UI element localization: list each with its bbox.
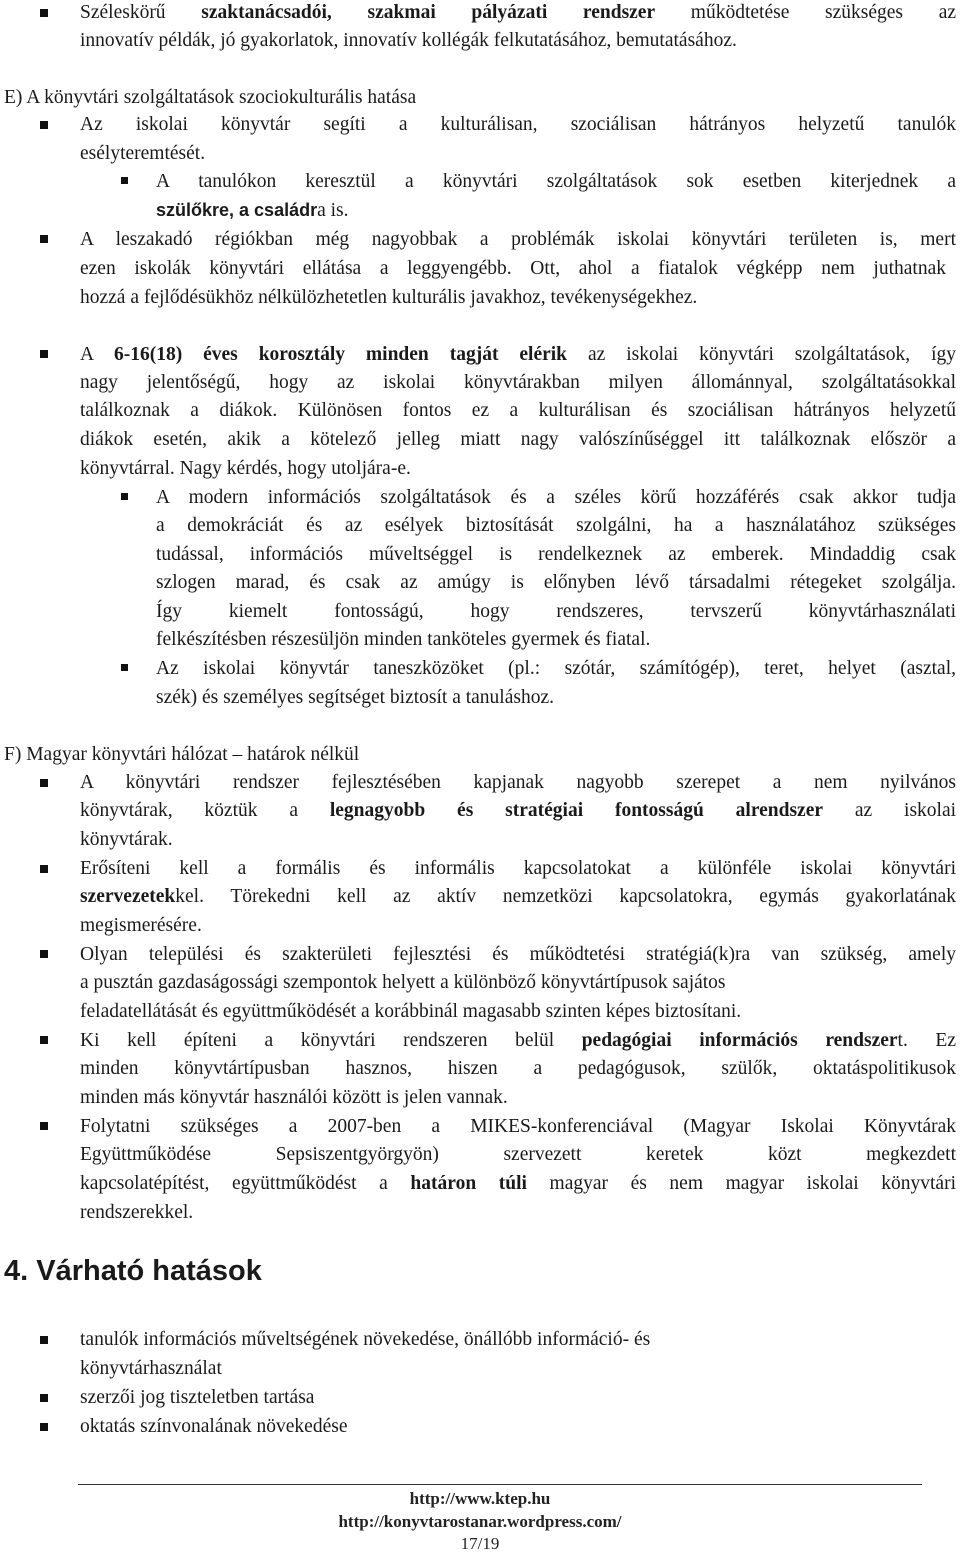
paragraph-line: nagy jelentőségű, hogy az iskolai könyvtárakban milyen állománnyal, szolgáltatásokkal bbox=[80, 372, 956, 393]
paragraph-line: diákok esetén, akik a kötelező jelleg miatt nagy valószínűséggel itt találkoznak először a bbox=[80, 429, 956, 450]
paragraph-line: innovatív példák, jó gyakorlatok, innovatív kollégák felkutatásához, bemutatásához. bbox=[80, 30, 737, 51]
paragraph-line: könyvtárral. Nagy kérdés, hogy utoljára-e. bbox=[80, 458, 411, 479]
paragraph-line: Széleskörű szaktanácsadói, szakmai pályázati rendszer működtetése szükséges az bbox=[80, 2, 957, 23]
bullet-icon bbox=[121, 493, 128, 500]
section-heading: 4. Várható hatások bbox=[4, 1255, 262, 1287]
paragraph-line: Folytatni szükséges a 2007-ben a MIKES-konferenciával (Magyar Iskolai Könyvtárak bbox=[80, 1116, 956, 1137]
bullet-icon bbox=[40, 1336, 48, 1344]
paragraph-line: hozzá a fejlődésükhöz nélkülözhetetlen kulturális javakhoz, tevékenységekhez. bbox=[80, 287, 698, 308]
paragraph-line: feladatellátását és együttműködését a korábbinál magasabb szinten képes biztosítani. bbox=[80, 1001, 742, 1022]
bullet-icon bbox=[121, 664, 128, 671]
bullet-icon bbox=[40, 350, 48, 358]
bullet-icon bbox=[40, 1122, 48, 1130]
paragraph-line: Együttműködése Sepsiszentgyörgyön) szervezett keretek közt megkezdett bbox=[80, 1144, 956, 1165]
footer-divider bbox=[78, 1484, 922, 1485]
bullet-icon bbox=[40, 9, 48, 17]
paragraph-line: tudással, információs műveltséggel is rendelkeznek az emberek. Mindaddig csak bbox=[156, 544, 956, 565]
paragraph-line: minden könyvtártípusban hasznos, hiszen a pedagógusok, szülők, oktatáspolitikusok bbox=[80, 1058, 956, 1079]
paragraph-line: Olyan települési és szakterületi fejlesztési és működtetési stratégiá(k)ra van szükség, amely bbox=[80, 944, 956, 965]
bullet-icon bbox=[40, 779, 48, 787]
paragraph-line: szlogen marad, és csak az amúgy is előnyben lévő társadalmi rétegeket szolgálja. bbox=[156, 572, 956, 593]
bullet-icon bbox=[40, 1036, 48, 1044]
footer-link[interactable]: http://konyvtarostanar.wordpress.com/ bbox=[338, 1512, 622, 1531]
list-item: könyvtárhasználat bbox=[80, 1358, 222, 1379]
paragraph-line: szervezetekkel. Törekedni kell az aktív nemzetközi kapcsolatokra, egymás gyakorlatának bbox=[80, 886, 956, 907]
paragraph-line: Az iskolai könyvtár segíti a kulturálisan, szociálisan hátrányos helyzetű tanulók bbox=[80, 114, 956, 135]
bullet-icon bbox=[40, 865, 48, 873]
section-f-title: F) Magyar könyvtári hálózat – határok nélkül bbox=[4, 744, 360, 765]
paragraph-line: felkészítésben részesüljön minden tanköteles gyermek és fiatal. bbox=[156, 629, 651, 650]
paragraph-line: A tanulókon keresztül a könyvtári szolgáltatások sok esetben kiterjednek a bbox=[156, 171, 956, 192]
paragraph-line: minden más könyvtár használói között is jelen vannak. bbox=[80, 1087, 508, 1108]
list-item: oktatás színvonalának növekedése bbox=[80, 1416, 348, 1437]
paragraph-line: megismerésére. bbox=[80, 915, 202, 936]
paragraph-line: a pusztán gazdaságossági szempontok helyett a különböző könyvtártípusok sajátos bbox=[80, 972, 726, 993]
section-e-title: E) A könyvtári szolgáltatások szociokulturális hatása bbox=[4, 87, 417, 108]
bullet-icon bbox=[40, 235, 48, 243]
paragraph-line: szék) és személyes segítséget biztosít a tanuláshoz. bbox=[156, 687, 554, 708]
paragraph-line: ezen iskolák könyvtári ellátása a leggyengébb. Ott, ahol a fiatalok végképp nem juthatnak bbox=[80, 258, 946, 279]
page-number: 17/19 bbox=[460, 1534, 500, 1553]
list-item: tanulók információs műveltségének növekedése, önállóbb információ- és bbox=[80, 1329, 651, 1350]
bullet-icon bbox=[121, 177, 128, 184]
paragraph-line: Ki kell építeni a könyvtári rendszeren belül pedagógiai információs rendszert. Ez bbox=[80, 1030, 956, 1051]
footer-link[interactable]: http://www.ktep.hu bbox=[409, 1489, 551, 1508]
paragraph-line: Az iskolai könyvtár taneszközöket (pl.: szótár, számítógép), teret, helyet (asztal, bbox=[156, 658, 956, 679]
paragraph-line: szülőkre, a családra is. bbox=[156, 200, 349, 221]
paragraph-line: rendszerekkel. bbox=[80, 1202, 194, 1223]
paragraph-line: könyvtárak. bbox=[80, 829, 173, 850]
paragraph-line: Így kiemelt fontosságú, hogy rendszeres, tervszerű könyvtárhasználati bbox=[156, 601, 956, 622]
paragraph-line: A modern információs szolgáltatások és a széles körű hozzáférés csak akkor tudja bbox=[156, 487, 956, 508]
bullet-icon bbox=[40, 1394, 48, 1402]
paragraph-line: kapcsolatépítést, együttműködést a határon túli magyar és nem magyar iskolai könyvtári bbox=[80, 1173, 956, 1194]
paragraph-line: esélyteremtését. bbox=[80, 143, 206, 164]
paragraph-line: könyvtárak, köztük a legnagyobb és stratégiai fontosságú alrendszer az iskolai bbox=[80, 800, 957, 821]
paragraph-line: a demokráciát és az esélyek biztosítását szolgálni, ha a használatához szükséges bbox=[156, 515, 956, 536]
paragraph-line: találkoznak a diákok. Különösen fontos ez a kulturálisan és szociálisan hátrányos helyzetű bbox=[80, 400, 956, 421]
bullet-icon bbox=[40, 1423, 48, 1431]
paragraph-line: A könyvtári rendszer fejlesztésében kapjanak nagyobb szerepet a nem nyilvános bbox=[80, 772, 956, 793]
paragraph-line: Erősíteni kell a formális és informális kapcsolatokat a különféle iskolai könyvtári bbox=[80, 858, 956, 879]
bullet-icon bbox=[40, 121, 48, 129]
paragraph-line: A leszakadó régiókban még nagyobbak a problémák iskolai könyvtári területen is, mert bbox=[80, 229, 956, 250]
bullet-icon bbox=[40, 950, 48, 958]
list-item: szerzői jog tiszteletben tartása bbox=[80, 1387, 315, 1408]
paragraph-line: A 6-16(18) éves korosztály minden tagját elérik az iskolai könyvtári szolgáltatások, így bbox=[80, 344, 956, 365]
